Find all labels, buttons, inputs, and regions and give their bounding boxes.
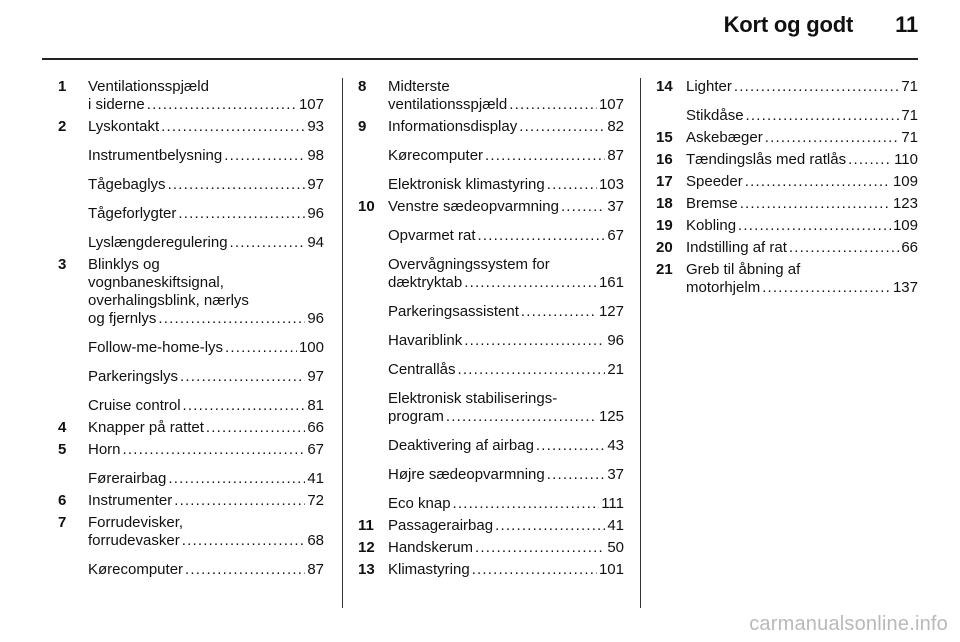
entry-number: 19 bbox=[656, 217, 673, 234]
entry-number: 17 bbox=[656, 173, 673, 190]
index-item bbox=[388, 561, 624, 579]
entry-number: 13 bbox=[358, 561, 375, 578]
header-divider bbox=[42, 58, 918, 60]
entry-number: 4 bbox=[58, 419, 67, 436]
item-text-line: Parkeringsassistent bbox=[388, 303, 519, 320]
entry-number: 1 bbox=[58, 78, 67, 95]
item-text-line: Tågeforlygter bbox=[88, 205, 177, 222]
index-column-2 bbox=[358, 78, 624, 583]
dot-leader bbox=[158, 310, 305, 328]
entry-number: 12 bbox=[358, 539, 375, 556]
dot-leader bbox=[206, 419, 305, 437]
item-text-line: Midterste bbox=[388, 78, 450, 95]
dot-leader bbox=[509, 96, 597, 114]
item-text-line: Forrudevisker, bbox=[88, 514, 184, 531]
item-text-line: Ventilationsspjæld bbox=[88, 78, 209, 95]
item-row bbox=[88, 339, 324, 357]
index-entry bbox=[656, 195, 918, 213]
item-row bbox=[686, 173, 918, 191]
dot-leader bbox=[464, 274, 597, 292]
index-entry bbox=[58, 78, 324, 114]
index-entry bbox=[58, 441, 324, 488]
index-item bbox=[88, 176, 324, 194]
index-item bbox=[88, 339, 324, 357]
dot-leader bbox=[182, 532, 306, 550]
item-text-line: Førerairbag bbox=[88, 470, 167, 487]
index-item bbox=[88, 470, 324, 488]
item-text-line: Elektronisk klimastyring bbox=[388, 176, 545, 193]
page-reference: 87 bbox=[307, 561, 324, 578]
page-reference: 37 bbox=[607, 198, 624, 215]
item-text-line: Bremse bbox=[686, 195, 738, 212]
index-entry bbox=[358, 78, 624, 114]
item-row bbox=[388, 147, 624, 165]
page-number: 11 bbox=[895, 12, 918, 37]
item-row bbox=[88, 492, 324, 510]
dot-leader bbox=[746, 107, 900, 125]
page-reference: 111 bbox=[601, 495, 624, 512]
item-text-line: Opvarmet rat bbox=[388, 227, 476, 244]
item-text-line: Kørecomputer bbox=[388, 147, 484, 164]
item-row bbox=[88, 470, 324, 488]
index-item bbox=[88, 397, 324, 415]
entry-number: 3 bbox=[58, 256, 67, 273]
item-row bbox=[388, 303, 624, 321]
index-item bbox=[88, 368, 324, 386]
item-text-line: Follow-me-home-lys bbox=[88, 339, 224, 356]
entry-number: 9 bbox=[358, 118, 367, 135]
item-text-line: Kobling bbox=[686, 217, 737, 234]
dot-leader bbox=[446, 408, 597, 426]
item-row bbox=[686, 195, 918, 213]
entry-number: 10 bbox=[358, 198, 375, 215]
page-reference: 87 bbox=[607, 147, 624, 164]
column-divider bbox=[342, 78, 343, 608]
index-item bbox=[388, 176, 624, 194]
index-entry bbox=[358, 118, 624, 194]
page-reference: 96 bbox=[607, 332, 624, 349]
index-item bbox=[686, 217, 918, 235]
item-row bbox=[88, 532, 324, 550]
entry-number: 20 bbox=[656, 239, 673, 256]
index-item bbox=[686, 173, 918, 191]
page-reference: 137 bbox=[892, 279, 918, 296]
index-item bbox=[388, 227, 624, 245]
page-reference: 50 bbox=[607, 539, 624, 556]
item-row bbox=[388, 198, 624, 216]
index-item bbox=[388, 466, 624, 484]
index-item bbox=[388, 147, 624, 165]
item-row bbox=[88, 397, 324, 415]
dot-leader bbox=[464, 332, 605, 350]
item-row bbox=[88, 310, 324, 328]
item-text-line: i siderne bbox=[88, 96, 145, 113]
dot-leader bbox=[178, 205, 305, 223]
item-text-line: og fjernlys bbox=[88, 310, 157, 327]
dot-leader bbox=[848, 151, 892, 169]
index-item bbox=[88, 492, 324, 510]
item-text-line: Overvågningssystem for bbox=[388, 256, 550, 273]
page-reference: 93 bbox=[307, 118, 324, 135]
index-item bbox=[686, 78, 918, 96]
item-row bbox=[686, 151, 918, 169]
dot-leader bbox=[738, 217, 891, 235]
dot-leader bbox=[762, 279, 891, 297]
index-item bbox=[88, 561, 324, 579]
index-item bbox=[686, 151, 918, 169]
dot-leader bbox=[495, 517, 605, 535]
index-entry bbox=[358, 198, 624, 513]
index-entry bbox=[656, 151, 918, 169]
dot-leader bbox=[458, 361, 606, 379]
index-entry bbox=[656, 129, 918, 147]
item-text-line: Havariblink bbox=[388, 332, 463, 349]
index-entry bbox=[58, 118, 324, 252]
index-item bbox=[388, 118, 624, 136]
entry-number: 2 bbox=[58, 118, 67, 135]
page-reference: 71 bbox=[901, 129, 918, 146]
page-reference: 125 bbox=[598, 408, 624, 425]
index-item bbox=[88, 234, 324, 252]
page-reference: 66 bbox=[901, 239, 918, 256]
index-entry bbox=[58, 514, 324, 579]
index-item bbox=[388, 332, 624, 350]
item-text-line: Tågebaglys bbox=[88, 176, 166, 193]
item-row bbox=[88, 561, 324, 579]
item-text-line: Askebæger bbox=[686, 129, 763, 146]
item-row bbox=[388, 227, 624, 245]
page-reference: 41 bbox=[607, 517, 624, 534]
item-row bbox=[686, 78, 918, 96]
item-text-line: Centrallås bbox=[388, 361, 456, 378]
dot-leader bbox=[765, 129, 900, 147]
page-reference: 103 bbox=[598, 176, 624, 193]
item-row bbox=[88, 147, 324, 165]
entry-number: 16 bbox=[656, 151, 673, 168]
page-reference: 82 bbox=[607, 118, 624, 135]
index-item bbox=[686, 239, 918, 257]
item-text-line: Passagerairbag bbox=[388, 517, 494, 534]
index-entry bbox=[58, 492, 324, 510]
dot-leader bbox=[180, 368, 305, 386]
item-text-line: Klimastyring bbox=[388, 561, 470, 578]
dot-leader bbox=[174, 492, 305, 510]
item-text-line: motorhjelm bbox=[686, 279, 761, 296]
index-item bbox=[88, 205, 324, 223]
index-item bbox=[388, 539, 624, 557]
index-entry bbox=[656, 173, 918, 191]
dot-leader bbox=[745, 173, 891, 191]
dot-leader bbox=[519, 118, 605, 136]
index-item bbox=[686, 107, 918, 125]
dot-leader bbox=[147, 96, 297, 114]
dot-leader bbox=[453, 495, 600, 513]
item-row bbox=[388, 539, 624, 557]
item-row bbox=[388, 361, 624, 379]
item-row bbox=[88, 176, 324, 194]
dot-leader bbox=[561, 198, 605, 216]
item-text-line: Horn bbox=[88, 441, 121, 458]
index-column-1 bbox=[58, 78, 324, 583]
dot-leader bbox=[547, 176, 597, 194]
item-text-line: Informationsdisplay bbox=[388, 118, 518, 135]
entry-number: 6 bbox=[58, 492, 67, 509]
entry-number: 7 bbox=[58, 514, 67, 531]
item-text-line: Deaktivering af airbag bbox=[388, 437, 534, 454]
page-reference: 97 bbox=[307, 368, 324, 385]
page-reference: 72 bbox=[307, 492, 324, 509]
index-entry bbox=[358, 561, 624, 579]
page-reference: 101 bbox=[598, 561, 624, 578]
dot-leader bbox=[475, 539, 605, 557]
index-item bbox=[88, 78, 324, 114]
item-text-line: Parkeringslys bbox=[88, 368, 179, 385]
entry-number: 11 bbox=[358, 517, 374, 534]
item-text-line: Cruise control bbox=[88, 397, 181, 414]
dot-leader bbox=[230, 234, 306, 252]
index-item bbox=[686, 261, 918, 297]
index-item bbox=[388, 495, 624, 513]
item-text-line: Stikdåse bbox=[686, 107, 744, 124]
index-item bbox=[388, 198, 624, 216]
index-item bbox=[388, 361, 624, 379]
item-row bbox=[88, 205, 324, 223]
index-item bbox=[388, 78, 624, 114]
item-row bbox=[388, 517, 624, 535]
item-text-line: Knapper på rattet bbox=[88, 419, 204, 436]
item-text-line: Højre sædeopvarmning bbox=[388, 466, 545, 483]
page-reference: 96 bbox=[307, 205, 324, 222]
item-text-line: program bbox=[388, 408, 444, 425]
item-text-line: Elektronisk stabiliserings- bbox=[388, 390, 558, 407]
page-reference: 123 bbox=[892, 195, 918, 212]
page-reference: 43 bbox=[607, 437, 624, 454]
entry-number: 14 bbox=[656, 78, 673, 95]
index-column-3 bbox=[656, 78, 918, 301]
dot-leader bbox=[485, 147, 605, 165]
item-row bbox=[388, 332, 624, 350]
item-row bbox=[88, 234, 324, 252]
index-entry bbox=[358, 517, 624, 535]
page-reference: 110 bbox=[894, 151, 918, 168]
item-text-line: overhalingsblink, nærlys bbox=[88, 292, 249, 309]
page-reference: 81 bbox=[307, 397, 324, 414]
item-text-line: ventilationsspjæld bbox=[388, 96, 508, 113]
index-entry bbox=[656, 78, 918, 125]
index-item bbox=[88, 147, 324, 165]
page-reference: 94 bbox=[307, 234, 324, 251]
entry-number: 21 bbox=[656, 261, 673, 278]
entry-number: 18 bbox=[656, 195, 673, 212]
index-entry bbox=[656, 217, 918, 235]
dot-leader bbox=[472, 561, 597, 579]
item-row bbox=[88, 118, 324, 136]
item-text-line: Greb til åbning af bbox=[686, 261, 801, 278]
page-reference: 127 bbox=[598, 303, 624, 320]
item-row bbox=[388, 561, 624, 579]
item-row bbox=[388, 466, 624, 484]
dot-leader bbox=[183, 397, 306, 415]
page-reference: 107 bbox=[298, 96, 324, 113]
dot-leader bbox=[161, 118, 305, 136]
dot-leader bbox=[224, 147, 305, 165]
item-text-line: Instrumenter bbox=[88, 492, 173, 509]
item-row bbox=[686, 279, 918, 297]
item-row bbox=[686, 107, 918, 125]
item-text-line: Lyslængderegulering bbox=[88, 234, 228, 251]
item-row bbox=[686, 239, 918, 257]
item-row bbox=[88, 441, 324, 459]
index-item bbox=[88, 514, 324, 550]
dot-leader bbox=[521, 303, 597, 321]
entry-number: 5 bbox=[58, 441, 67, 458]
item-text-line: Indstilling af rat bbox=[686, 239, 787, 256]
entry-number: 15 bbox=[656, 129, 673, 146]
dot-leader bbox=[478, 227, 606, 245]
dot-leader bbox=[536, 437, 605, 455]
item-row bbox=[388, 274, 624, 292]
item-text-line: Venstre sædeopvarmning bbox=[388, 198, 559, 215]
dot-leader bbox=[547, 466, 606, 484]
page-reference: 109 bbox=[892, 173, 918, 190]
index-item bbox=[686, 129, 918, 147]
item-text-line: Lyskontakt bbox=[88, 118, 160, 135]
item-text-line: Instrumentbelysning bbox=[88, 147, 223, 164]
item-row bbox=[388, 495, 624, 513]
item-text-line: Blinklys og bbox=[88, 256, 160, 273]
dot-leader bbox=[168, 470, 305, 488]
item-row bbox=[388, 176, 624, 194]
dot-leader bbox=[789, 239, 899, 257]
index-item bbox=[388, 517, 624, 535]
page-reference: 21 bbox=[607, 361, 624, 378]
index-item bbox=[388, 303, 624, 321]
dot-leader bbox=[740, 195, 891, 213]
index-entry bbox=[58, 419, 324, 437]
dot-leader bbox=[225, 339, 297, 357]
index-item bbox=[88, 118, 324, 136]
index-item bbox=[388, 390, 624, 426]
page-reference: 71 bbox=[901, 107, 918, 124]
item-row bbox=[388, 118, 624, 136]
item-row bbox=[88, 96, 324, 114]
page-reference: 97 bbox=[307, 176, 324, 193]
index-item bbox=[88, 256, 324, 328]
watermark: carmanualsonline.info bbox=[749, 613, 948, 635]
index-item bbox=[88, 419, 324, 437]
page-title: Kort og godt bbox=[723, 12, 854, 37]
page-reference: 67 bbox=[607, 227, 624, 244]
item-text-line: dæktryktab bbox=[388, 274, 463, 291]
page-reference: 67 bbox=[307, 441, 324, 458]
item-row bbox=[388, 96, 624, 114]
page-reference: 37 bbox=[607, 466, 624, 483]
page-reference: 71 bbox=[901, 78, 918, 95]
item-row bbox=[88, 368, 324, 386]
page-reference: 107 bbox=[598, 96, 624, 113]
item-text-line: Lighter bbox=[686, 78, 732, 95]
index-entry bbox=[656, 261, 918, 297]
dot-leader bbox=[123, 441, 306, 459]
item-text-line: forrudevasker bbox=[88, 532, 180, 549]
index-item bbox=[686, 195, 918, 213]
index-entry bbox=[58, 256, 324, 415]
item-row bbox=[88, 419, 324, 437]
column-divider bbox=[640, 78, 641, 608]
item-text-line: Speeder bbox=[686, 173, 743, 190]
item-row bbox=[388, 437, 624, 455]
page-reference: 161 bbox=[598, 274, 624, 291]
page-reference: 66 bbox=[307, 419, 324, 436]
page-reference: 109 bbox=[892, 217, 918, 234]
item-text-line: Handskerum bbox=[388, 539, 474, 556]
page-reference: 41 bbox=[307, 470, 324, 487]
item-text-line: Eco knap bbox=[388, 495, 451, 512]
dot-leader bbox=[185, 561, 305, 579]
item-text-line: vognbaneskiftsignal, bbox=[88, 274, 224, 291]
index-item bbox=[388, 256, 624, 292]
index-entry bbox=[656, 239, 918, 257]
index-entry bbox=[358, 539, 624, 557]
item-row bbox=[686, 217, 918, 235]
page-reference: 98 bbox=[307, 147, 324, 164]
dot-leader bbox=[168, 176, 306, 194]
item-row bbox=[686, 129, 918, 147]
index-item bbox=[88, 441, 324, 459]
page-reference: 96 bbox=[307, 310, 324, 327]
item-text-line: Kørecomputer bbox=[88, 561, 184, 578]
index-item bbox=[388, 437, 624, 455]
page-header bbox=[724, 12, 918, 38]
page-reference: 68 bbox=[307, 532, 324, 549]
item-text-line: Tændingslås med ratlås bbox=[686, 151, 847, 168]
page-reference: 100 bbox=[298, 339, 324, 356]
dot-leader bbox=[734, 78, 899, 96]
item-row bbox=[388, 408, 624, 426]
entry-number: 8 bbox=[358, 78, 367, 95]
